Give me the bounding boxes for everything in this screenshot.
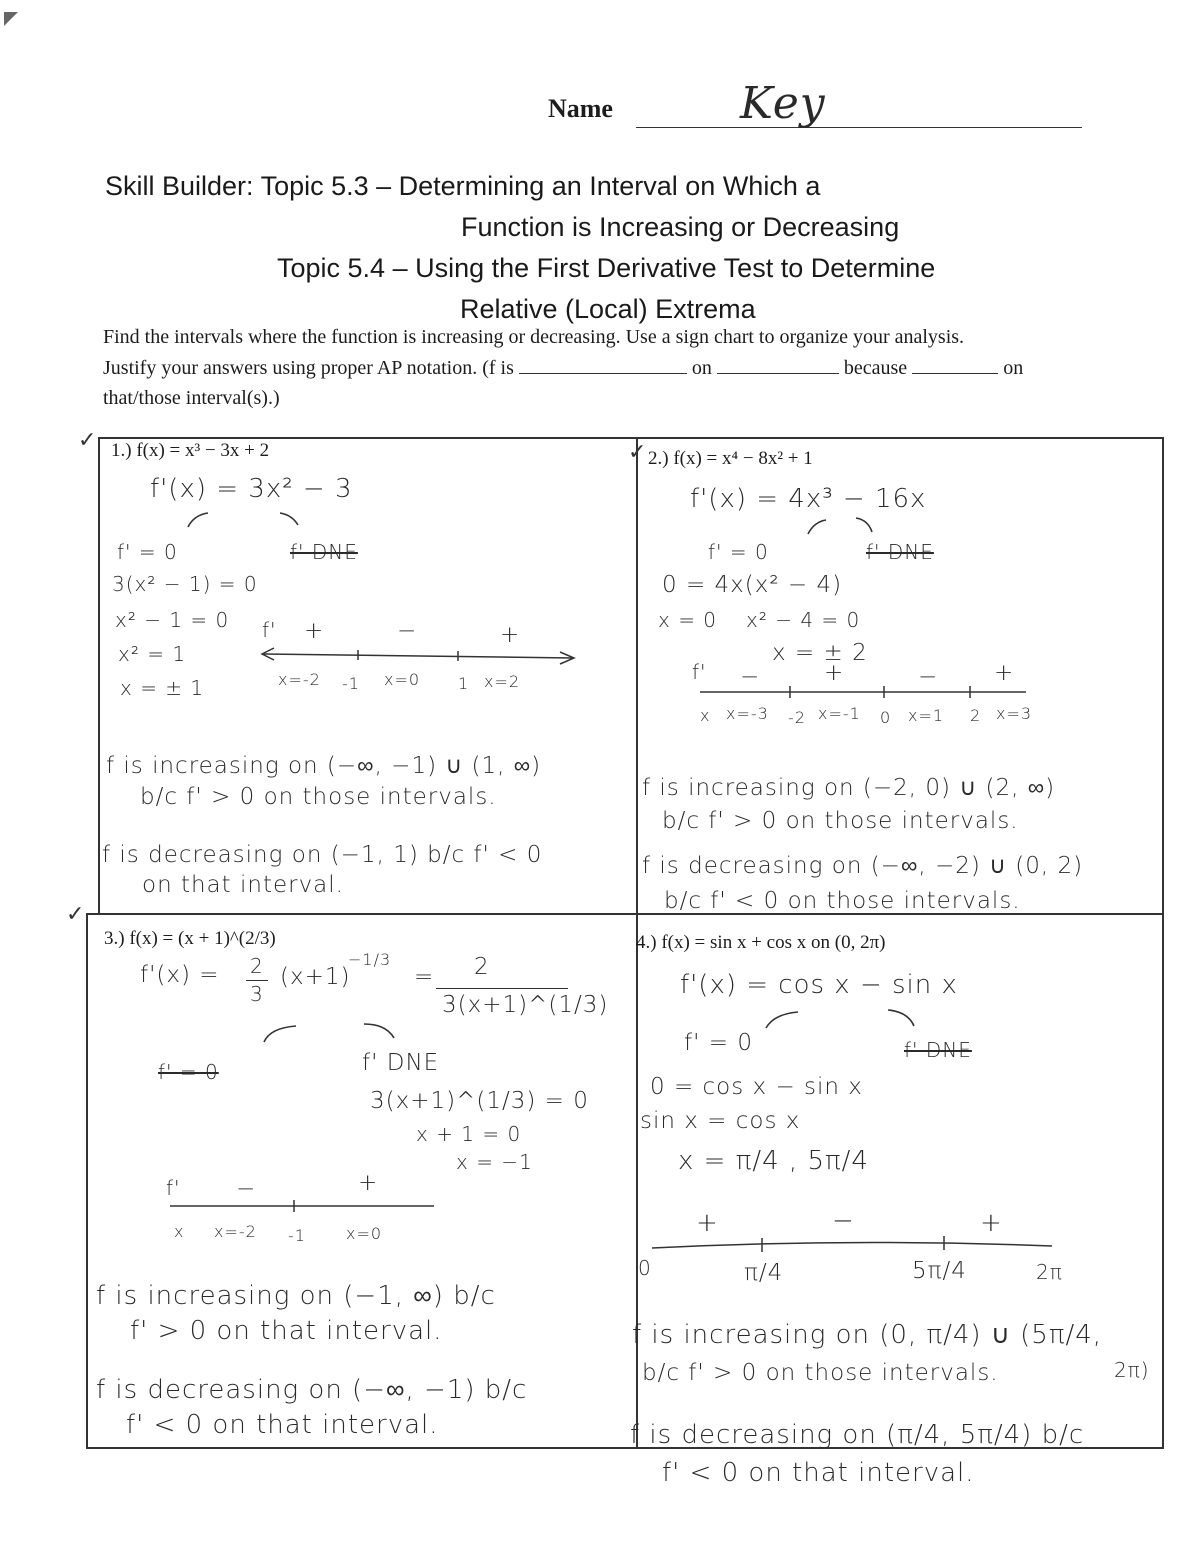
problem-4-crit-zero: f' = 0: [684, 1030, 753, 1056]
grid-right: [1162, 437, 1164, 1449]
problem-1-number-line: [258, 646, 580, 666]
name-underline: [636, 127, 1082, 128]
problem-2-step-2b: x² − 4 = 0: [746, 608, 861, 632]
problem-3-x-label: x: [174, 1222, 185, 1241]
instructions-line-2: [103, 357, 1023, 380]
problem-3-step-2: x + 1 = 0: [416, 1122, 522, 1146]
problem-4-point-0: 0: [638, 1256, 652, 1280]
problem-4-increasing-tail: 2π): [1114, 1358, 1150, 1382]
problem-3-crit-zero: f' = 0: [158, 1060, 219, 1084]
problem-4-decreasing-line-2: f' < 0 on that interval.: [662, 1458, 975, 1488]
problem-3-branch-arrows: [258, 1020, 408, 1046]
problem-2-sign-minus-1: −: [740, 664, 761, 690]
problem-2-sign-plus-2: +: [994, 660, 1015, 686]
grid-left-bottom: [86, 913, 88, 1449]
problem-2-sign-minus-2: −: [918, 664, 939, 690]
check-mark-2: ✓: [628, 440, 647, 465]
problem-1-label: 1.) f(x) = x³ − 3x + 2: [111, 440, 270, 461]
problem-1-test-1: x=-2: [278, 670, 321, 689]
problem-4-sign-minus: −: [832, 1206, 855, 1236]
problem-1-step-4: x = ± 1: [120, 676, 205, 700]
problem-1-decreasing-line-2: on that interval.: [142, 872, 344, 898]
problem-3-decreasing-line-1: f is decreasing on (−∞, −1) b/c: [96, 1375, 528, 1405]
problem-4-step-3: x = π/4 , 5π/4: [678, 1146, 869, 1176]
problem-2-label: 2.) f(x) = x⁴ − 8x² + 1: [648, 448, 813, 469]
problem-3-deriv-coef-den: 3: [250, 982, 264, 1006]
problem-1-crit-dne: f' DNE: [290, 540, 358, 564]
problem-1-step-2: x² − 1 = 0: [115, 608, 230, 632]
problem-1-derivative: f'(x) = 3x² − 3: [150, 474, 353, 504]
problem-1-decreasing-line-1: f is decreasing on (−1, 1) b/c f' < 0: [102, 842, 543, 868]
problem-3-deriv-eq: =: [414, 964, 435, 990]
problem-3-decreasing-line-2: f' < 0 on that interval.: [126, 1410, 439, 1440]
check-mark-3: ✓: [66, 902, 85, 927]
problem-2-increasing-line-2: b/c f' > 0 on those intervals.: [662, 808, 1019, 834]
instructions-line-3: that/those interval(s).): [103, 387, 280, 409]
problem-2-sign-fprime: f': [692, 660, 707, 684]
problem-1-branch-arrows: [180, 505, 310, 535]
instructions-on: on: [691, 357, 712, 379]
instructions-because: because: [843, 357, 908, 379]
problem-4-step-1: 0 = cos x − sin x: [650, 1074, 863, 1100]
problem-3-step-3: x = −1: [456, 1150, 533, 1174]
problem-3-step-1: 3(x+1)^(1/3) = 0: [370, 1088, 589, 1114]
problem-2-crit-2: 0: [880, 708, 892, 727]
problem-4-point-1: π/4: [744, 1260, 784, 1286]
blank-2: [717, 373, 839, 374]
problem-3-sign-minus: −: [236, 1176, 257, 1202]
problem-4-number-line: [652, 1236, 1056, 1256]
problem-2-step-2a: x = 0: [658, 608, 718, 632]
problem-4-sign-plus-1: +: [696, 1208, 719, 1238]
instructions-line-1: Find the intervals where the function is increasing or decreasing. Use a sign chart to organize your analysis.: [103, 326, 965, 348]
blank-1: [519, 373, 687, 374]
problem-3-frac-den: 3(x+1)^(1/3): [442, 992, 609, 1018]
problem-2-step-1: 0 = 4x(x² − 4): [662, 572, 843, 598]
title-line-1: Skill Builder: Topic 5.3 – Determining an Interval on Which a: [105, 171, 821, 201]
problem-1-test-2: x=0: [384, 670, 421, 689]
problem-1-sign-fprime: f': [262, 618, 277, 642]
problem-2-decreasing-line-2: b/c f' < 0 on those intervals.: [664, 888, 1021, 914]
grid-top: [98, 437, 1164, 439]
problem-2-test-1: x=-3: [726, 704, 769, 723]
problem-4-increasing-line-1: f is increasing on (0, π/4) ∪ (5π/4,: [632, 1320, 1103, 1350]
blank-3: [912, 373, 998, 374]
problem-3-frac-num: 2: [474, 954, 490, 980]
grid-left-top: [98, 437, 100, 913]
problem-1-sign-minus: −: [397, 618, 418, 644]
title-line-3: Topic 5.4 – Using the First Derivative Test to Determine: [277, 253, 936, 283]
problem-2-crit-3: 2: [970, 706, 982, 725]
problem-3-sign-fprime: f': [166, 1176, 181, 1200]
problem-3-increasing-line-2: f' > 0 on that interval.: [130, 1316, 443, 1346]
instructions-text: Justify your answers using proper AP notation. (f is: [103, 357, 514, 379]
problem-2-step-3: x = ± 2: [772, 640, 868, 666]
problem-3-deriv-left: f'(x) =: [140, 962, 220, 988]
problem-4-label: 4.) f(x) = sin x + cos x on (0, 2π): [636, 932, 886, 953]
problem-2-test-4: x=3: [996, 704, 1033, 723]
problem-2-number-line: [700, 684, 1030, 700]
problem-4-step-2: sin x = cos x: [640, 1108, 801, 1134]
check-mark-1: ✓: [78, 428, 97, 453]
scan-corner-mark: [4, 12, 18, 26]
problem-2-branch-arrows: [800, 512, 900, 538]
problem-3-test-2: x=0: [346, 1224, 383, 1243]
problem-3-crit-1: -1: [288, 1226, 306, 1245]
instructions-on-2: on: [1003, 357, 1024, 379]
problem-2-derivative: f'(x) = 4x³ − 16x: [690, 484, 927, 514]
problem-3-test-1: x=-2: [214, 1222, 257, 1241]
problem-4-branch-arrows: [760, 1004, 930, 1034]
problem-2-test-3: x=1: [908, 706, 945, 725]
problem-1-increasing-line-1: f is increasing on (−∞, −1) ∪ (1, ∞): [106, 753, 542, 779]
problem-3-deriv-exp: −1/3: [348, 950, 392, 969]
problem-1-step-3: x² = 1: [118, 642, 187, 666]
problem-2-sign-plus-1: +: [824, 660, 845, 686]
problem-3-sign-plus: +: [358, 1170, 379, 1196]
problem-3-deriv-coef-num: 2: [250, 954, 264, 978]
problem-2-decreasing-line-1: f is decreasing on (−∞, −2) ∪ (0, 2): [642, 853, 1084, 879]
problem-4-point-2: 5π/4: [912, 1258, 967, 1284]
problem-4-increasing-line-2: b/c f' > 0 on those intervals.: [642, 1360, 999, 1386]
problem-2-x-label: x: [700, 706, 711, 725]
problem-3-increasing-line-1: f is increasing on (−1, ∞) b/c: [96, 1281, 496, 1311]
problem-1-sign-plus-1: +: [304, 618, 325, 644]
problem-3-frac-bar: [436, 988, 568, 989]
problem-4-decreasing-line-1: f is decreasing on (π/4, 5π/4) b/c: [630, 1420, 1085, 1450]
problem-3-deriv-mid: (x+1): [280, 964, 351, 990]
problem-2-increasing-line-1: f is increasing on (−2, 0) ∪ (2, ∞): [642, 775, 1056, 801]
problem-1-crit-2: 1: [458, 674, 470, 693]
problem-4-point-3: 2π: [1036, 1260, 1063, 1284]
problem-2-crit-dne: f' DNE: [866, 540, 934, 564]
problem-4-crit-dne: f' DNE: [904, 1038, 972, 1062]
problem-2-test-2: x=-1: [818, 704, 861, 723]
problem-1-crit-zero: f' = 0: [117, 540, 178, 564]
problem-4-sign-plus-2: +: [980, 1208, 1003, 1238]
problem-2-crit-zero: f' = 0: [708, 540, 769, 564]
problem-1-crit-1: -1: [342, 674, 360, 693]
problem-3-label: 3.) f(x) = (x + 1)^(2/3): [104, 928, 276, 949]
problem-4-derivative: f'(x) = cos x − sin x: [680, 970, 958, 1000]
problem-1-increasing-line-2: b/c f' > 0 on those intervals.: [140, 784, 497, 810]
name-value: Key: [740, 78, 826, 129]
problem-1-sign-plus-2: +: [500, 622, 521, 648]
problem-1-step-1: 3(x² − 1) = 0: [112, 572, 258, 596]
problem-3-crit-dne: f' DNE: [362, 1050, 440, 1076]
title-line-2: Function is Increasing or Decreasing: [461, 212, 900, 242]
problem-3-number-line: [170, 1198, 440, 1214]
title-line-4: Relative (Local) Extrema: [460, 294, 756, 324]
problem-1-test-3: x=2: [484, 672, 521, 691]
problem-2-crit-1: -2: [788, 708, 806, 727]
problem-3-coef-bar: [246, 980, 268, 981]
name-label: Name: [548, 94, 613, 123]
